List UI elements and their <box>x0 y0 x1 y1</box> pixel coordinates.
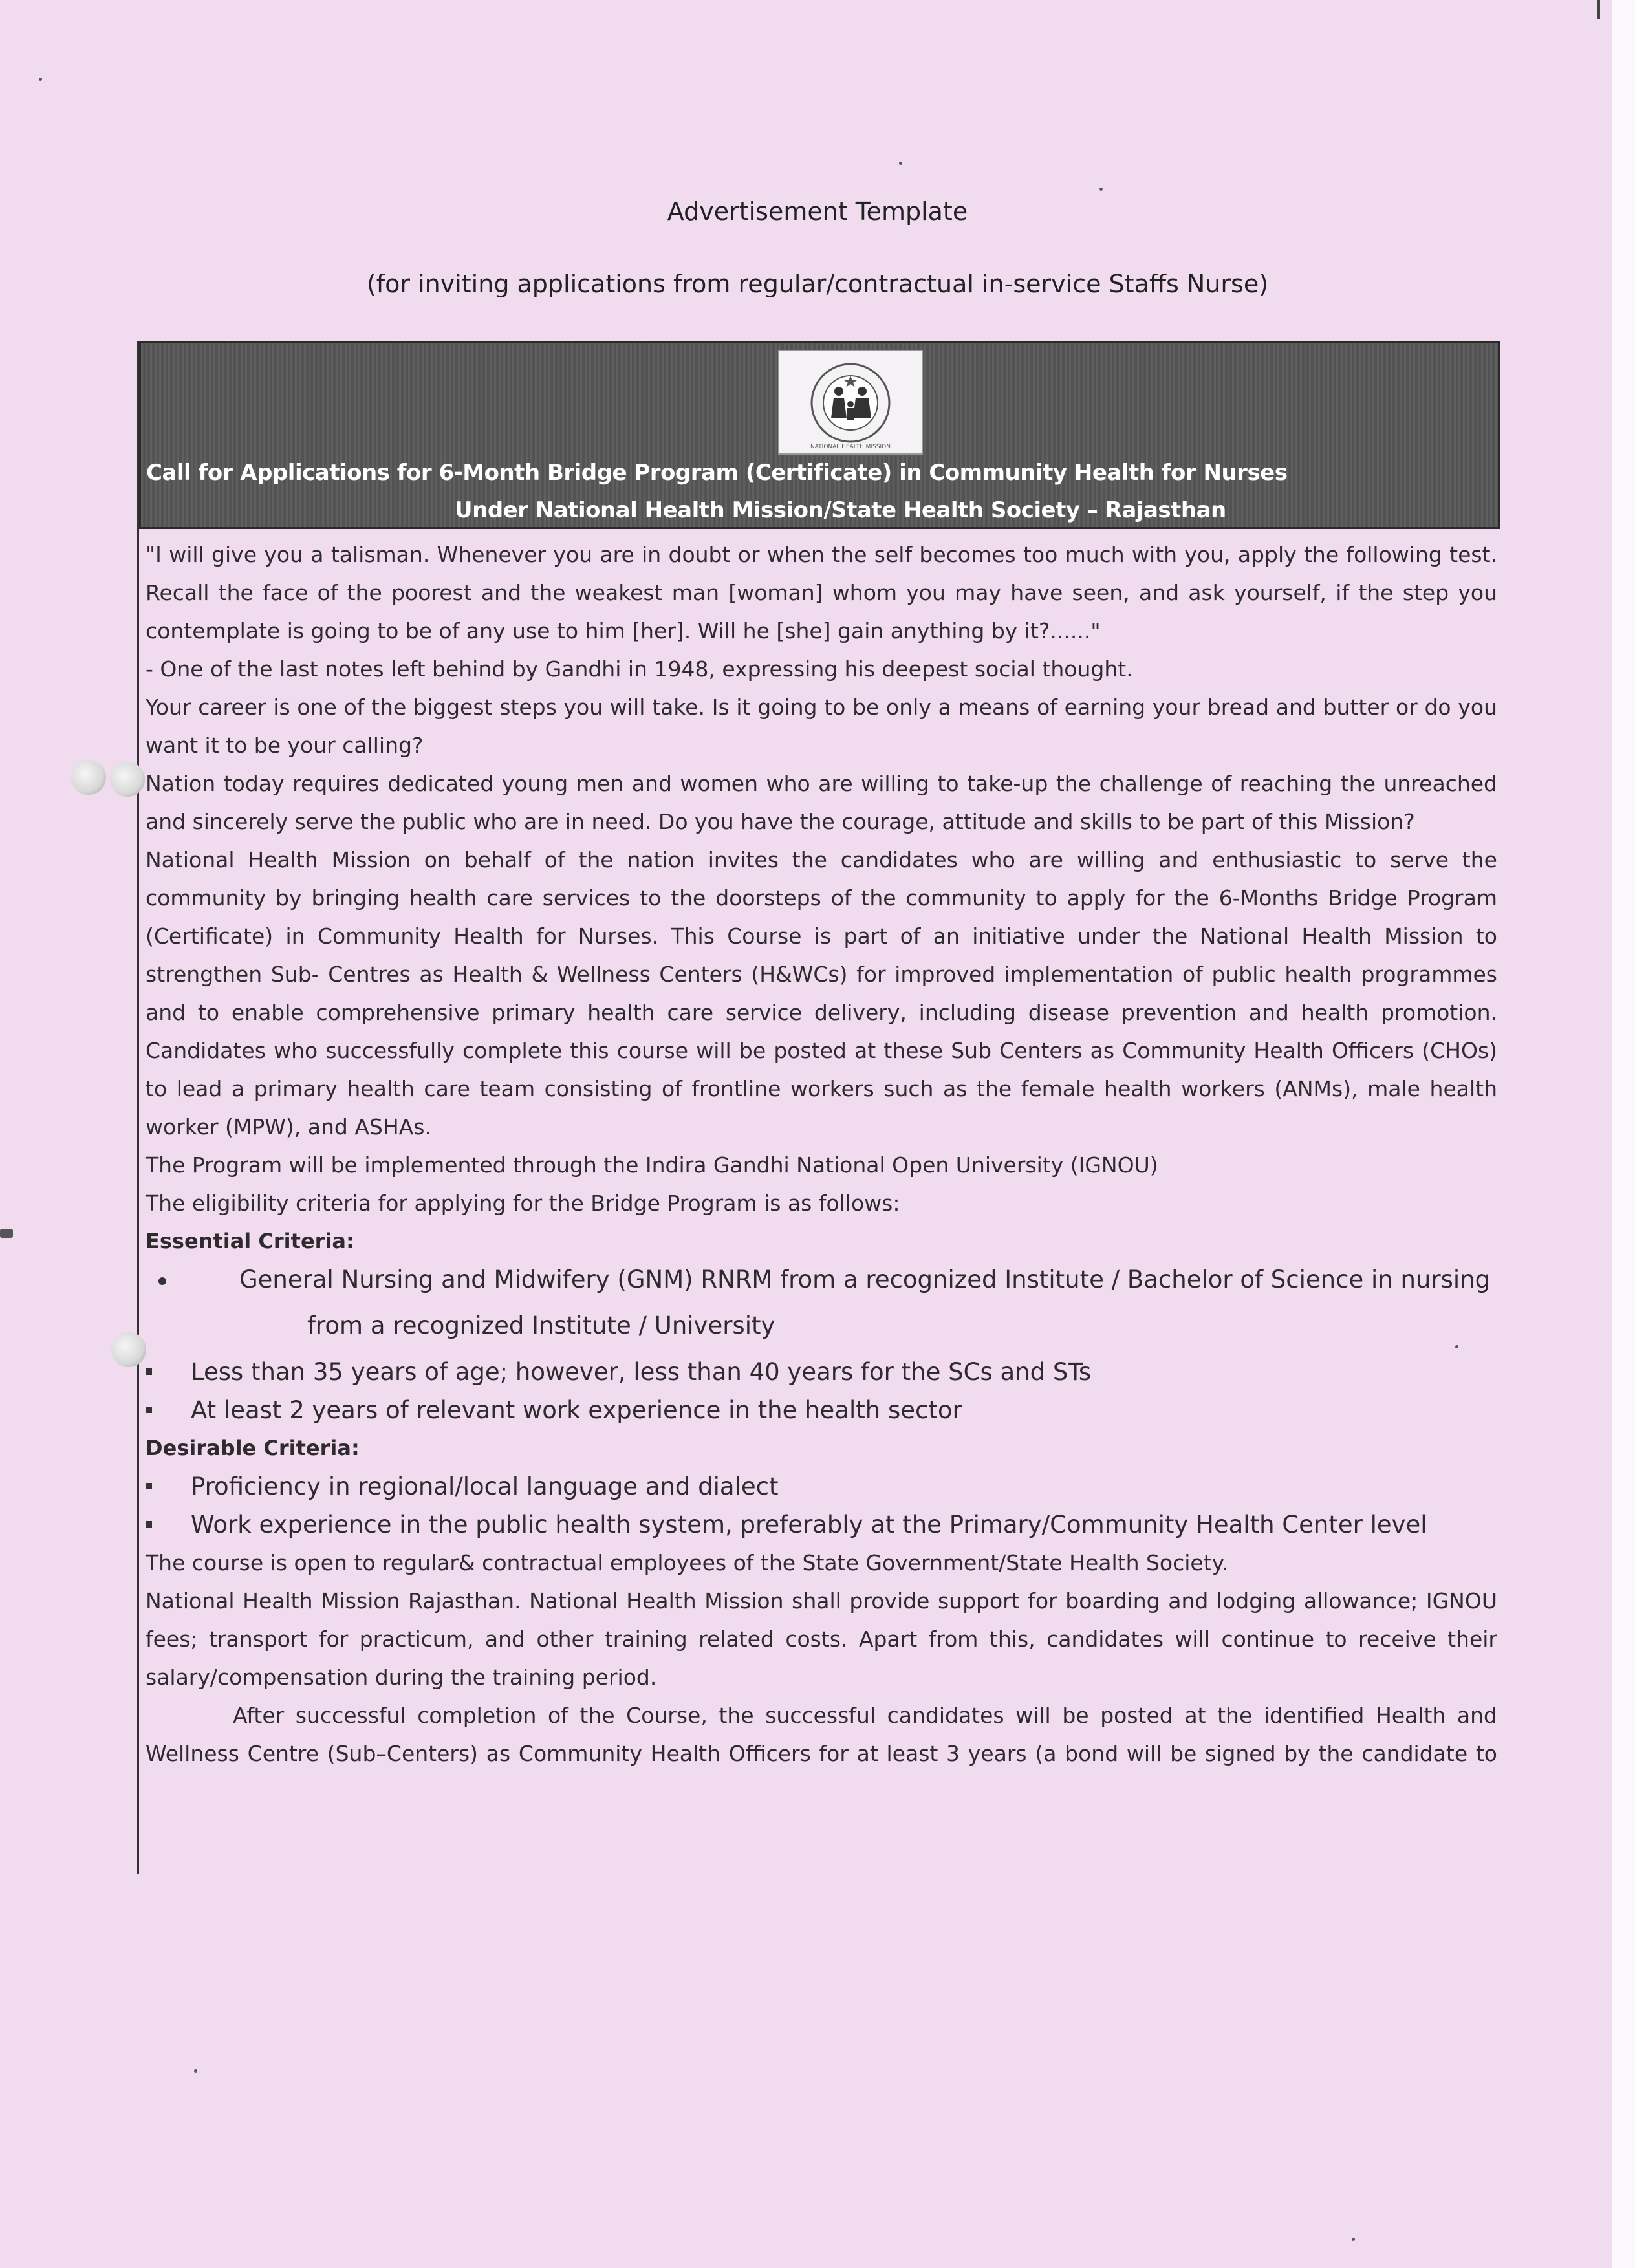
desirable-item <box>146 1467 1497 1506</box>
punch-hole <box>71 760 106 795</box>
page-subtitle: (for inviting applications from regular/contractual in-service Staffs Nurse) <box>366 270 1269 298</box>
scan-speck <box>1352 2238 1355 2241</box>
scan-speck <box>194 2069 197 2073</box>
page-title: Advertisement Template <box>667 197 968 226</box>
essential-item-text: Less than 35 years of age; however, less than 40 years for the SCs and STs <box>191 1358 1092 1386</box>
bullet-icon <box>146 1483 152 1489</box>
desirable-item-text: Proficiency in regional/local language and dialect <box>191 1473 779 1500</box>
bullet-icon <box>146 1368 152 1375</box>
nhm-paragraph: National Health Mission on behalf of the nation invites the candidates who are willing and enthusiastic to serve the community by bringing health care services to the doorsteps of the community to apply for the 6-Months Bridge Program (Certificate) in Community Health for Nurses. This Course is part of an initiative under the National Health Mission to strengthen Sub- Centres as Health & Wellness Centers (H&WCs) for improved implementation of public health programmes and to enable comprehensive primary health care service delivery, including disease prevention and health promotion. Candidates who successfully complete this course will be posted at these Sub Centers as Community Health Officers (CHOs) to lead a primary health care team consisting of frontline workers such as the female health workers (ANMs), male health worker (MPW), and ASHAs. <box>146 847 1497 1139</box>
banner-title-line1: Call for Applications for 6-Month Bridge Program (Certificate) in Community Health for Nurses <box>146 460 1288 486</box>
desirable-criteria-heading: Desirable Criteria: <box>146 1436 360 1460</box>
after-line-2: Wellness Centre (Sub–Centers) as Community Health Officers for at least 3 years (a bond will be signed by the candidate to <box>146 1741 1497 1766</box>
career-paragraph: Your career is one of the biggest steps you will take. Is it going to be only a means of earning your bread and butter or do you want it to be your calling? <box>146 695 1497 758</box>
scan-speck <box>1099 188 1103 191</box>
essential-item-text: At least 2 years of relevant work experience in the health sector <box>191 1396 962 1424</box>
bullet-icon <box>146 1407 152 1413</box>
nation-paragraph: Nation today requires dedicated young men and women who are willing to take-up the challenge of reaching the unreached and sincerely serve the public who are in need. Do you have the courage, attitude and skills to be part of this Mission? <box>146 771 1497 834</box>
program-line: The Program will be implemented through the Indira Gandhi National Open University (IGNOU) <box>146 1152 1158 1178</box>
nhm-logo <box>778 350 923 455</box>
desirable-item-text: Work experience in the public health system, preferably at the Primary/Community Health Center level <box>191 1511 1427 1539</box>
support-paragraph: National Health Mission Rajasthan. National Health Mission shall provide support for boarding and lodging allowance; IGNOU fees; transport for practicum, and other training related costs. Apart from this, candidates will continue to receive their salary/compensation during the training period. <box>146 1588 1497 1690</box>
scan-edge <box>1612 0 1635 2268</box>
scan-mark <box>1597 0 1600 19</box>
essential-criteria-heading: Essential Criteria: <box>146 1229 354 1253</box>
national-health-mission-logo-icon <box>779 351 922 453</box>
scan-speck <box>899 162 902 165</box>
essential-item <box>146 1260 1497 1299</box>
banner <box>139 341 1500 529</box>
advertisement-body <box>146 535 1497 1773</box>
punch-hole <box>111 1332 146 1367</box>
gandhi-quote: "I will give you a talisman. Whenever you are in doubt or when the self becomes too much with you, apply the following test. Recall the face of the poorest and the weakest man [woman] whom you may have seen, and ask yourself, if the step you contemplate is going to be of any use to him [her]. Will he [she] gain anything by it?......" <box>146 542 1497 643</box>
banner-title-line2: Under National Health Mission/State Health Society – Rajasthan <box>455 497 1226 523</box>
desirable-item <box>146 1506 1497 1544</box>
essential-item-continuation: from a recognized Institute / University <box>307 1312 775 1339</box>
advertisement-frame <box>137 341 1501 1874</box>
eligibility-line: The eligibility criteria for applying for the Bridge Program is as follows: <box>146 1191 900 1216</box>
punch-hole <box>110 762 145 797</box>
open-line: The course is open to regular& contractual employees of the State Government/State Health Society. <box>146 1550 1228 1575</box>
essential-item <box>146 1391 1497 1429</box>
quote-attribution: - One of the last notes left behind by Gandhi in 1948, expressing his deepest social thought. <box>146 656 1133 682</box>
bullet-icon <box>158 1277 166 1285</box>
logo-text: NATIONAL HEALTH MISSION <box>810 444 891 450</box>
essential-item-text: General Nursing and Midwifery (GNM) RNRM from a recognized Institute / Bachelor of Science in nursing <box>239 1266 1491 1293</box>
scan-speck <box>0 1229 13 1238</box>
scan-speck <box>39 78 42 81</box>
after-line-1: After successful completion of the Course, the successful candidates will be posted at the identified Health and <box>233 1703 1497 1728</box>
bullet-icon <box>146 1521 152 1528</box>
scan-speck <box>1455 1345 1458 1348</box>
essential-item <box>146 1353 1497 1391</box>
